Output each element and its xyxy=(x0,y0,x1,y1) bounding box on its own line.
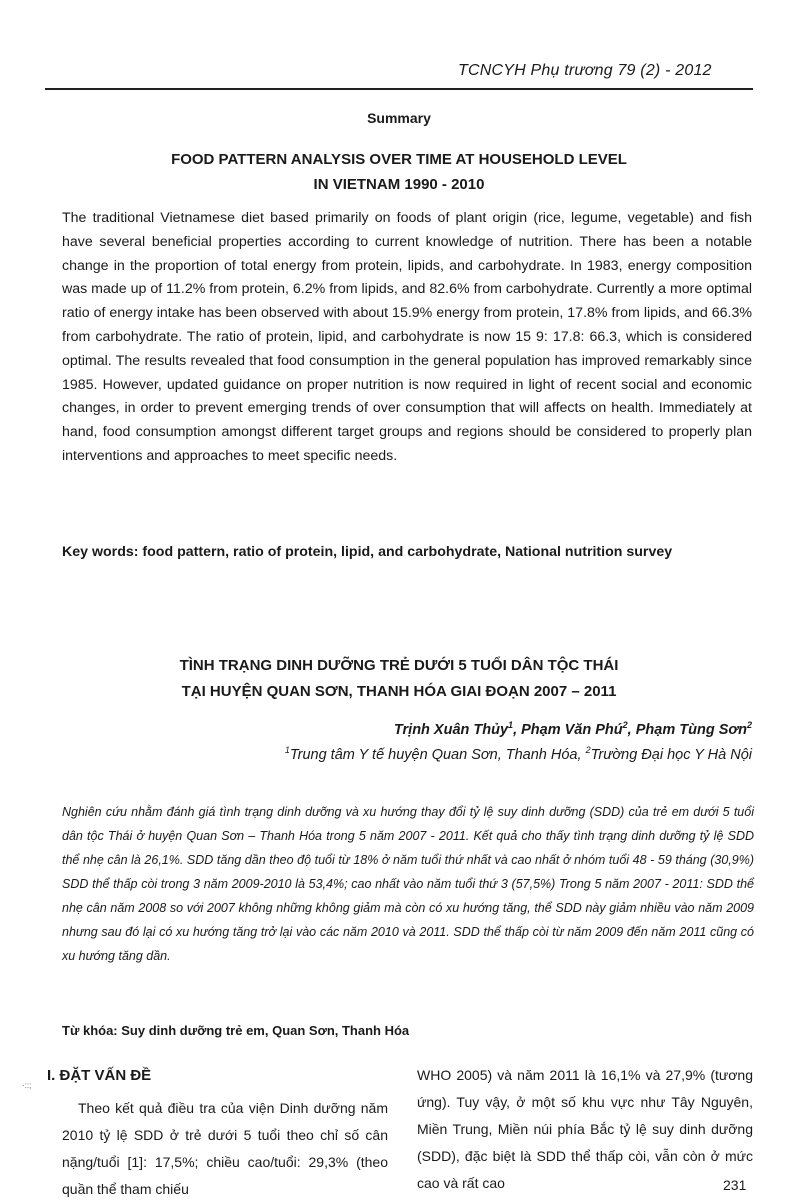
english-title-line1: FOOD PATTERN ANALYSIS OVER TIME AT HOUSEHOLD LEVEL xyxy=(171,151,627,168)
affiliations xyxy=(285,747,752,763)
body-text-right: WHO 2005) và năm 2011 là 16,1% và 27,9% (tương ứng). Tuy vậy, ở một số khu vực như Tây Nguyên, Miền Trung, Miền núi phía Bắc tỷ lệ suy dinh dưỡng (SDD), đặc biệt là SDD thể thấp còi, vẫn còn ở mức cao và rất cao xyxy=(417,1067,753,1191)
vietnamese-keywords: Từ khóa: Suy dinh dưỡng trẻ em, Quan Sơn, Thanh Hóa xyxy=(62,1023,410,1038)
body-text-left: Theo kết quả điều tra của viện Dinh dưỡng năm 2010 tỷ lệ SDD ở trẻ dưới 5 tuổi theo chỉ số cân nặng/tuổi [1]: 17,5%; chiều cao/tuổi: 29,3% (theo quần thể tham chiếu xyxy=(62,1100,388,1197)
english-title xyxy=(0,147,798,197)
section-heading: I. ĐẶT VẤN ĐỀ xyxy=(47,1067,152,1084)
body-column-left xyxy=(62,1095,388,1203)
header-rule xyxy=(45,88,753,90)
affiliation-mark: 1 xyxy=(284,745,290,756)
body-column-right xyxy=(417,1062,753,1197)
author-name: Trịnh Xuân Thủy xyxy=(393,722,509,738)
summary-heading: Summary xyxy=(367,110,431,126)
english-abstract-text: The traditional Vietnamese diet based primarily on foods of plant origin (rice, legume, vegetable) and fish have several beneficial properties according to current knowledge of nutrition. There has been a notable change in the proportion of total energy from protein, lipids, and carbohydrate. In 1983, energy composition was made up of 11.2% from protein, 6.2% from lipids, and 82.6% from carbohydrate. Currently a more optimal ratio of energy intake has been observed with about 15.9% energy from protein, 17.8% from lipids, and 66.3% from carbohydrate. The ratio of protein, lipid, and carbohydrate is now 15 9: 17.8: 66.3, which is considered optimal. The results revealed that food consumption in the general population has improved remarkably since 1985. However, updated guidance on proper nutrition is now required in light of recent social and economic changes, in order to prevent emerging trends of over consumption that will affects on health. Immediately at hand, food consumption amongst different target groups and regions should be considered to properly plan interventions and approaches to meet specific needs. xyxy=(62,210,752,464)
scan-speck: ·::; xyxy=(22,1081,32,1090)
author-affiliation-mark: 1 xyxy=(508,720,514,731)
affiliation-2: Trường Đại học Y Hà Nội xyxy=(590,747,752,763)
affiliation-1: Trung tâm Y tế huyện Quan Sơn, Thanh Hóa, xyxy=(289,747,582,763)
vietnamese-title xyxy=(0,653,798,705)
english-keywords: Key words: food pattern, ratio of protein, lipid, and carbohydrate, National nutrition survey xyxy=(62,544,673,560)
author-list: Trịnh Xuân Thủy$^1$, Phạm Văn Phú$^2$, Phạm Tùng Sơn$^2$ xyxy=(393,720,752,738)
vietnamese-title-line1: TÌNH TRẠNG DINH DƯỠNG TRẺ DƯỚI 5 TUỔI DÂN TỘC THÁI xyxy=(179,657,619,674)
english-abstract xyxy=(62,207,752,469)
author-name: Phạm Văn Phú xyxy=(521,722,623,738)
affiliation-mark: 2 xyxy=(585,745,591,756)
author-affiliation-mark: 2 xyxy=(622,720,628,731)
english-title-line2: IN VIETNAM 1990 - 2010 xyxy=(313,176,485,193)
vietnamese-abstract: Nghiên cứu nhằm đánh giá tình trạng dinh dưỡng và xu hướng thay đổi tỷ lệ suy dinh dưỡng (SDD) của trẻ em dưới 5 tuổi dân tộc Thái ở huyện Quan Sơn – Thanh Hóa trong 5 năm 2007 - 2011. Kết quả cho thấy tình trạng dinh dưỡng tỷ lệ SDD thể nhẹ cân là 26,1%. SDD tăng dần theo độ tuổi từ 18% ở năm tuổi thứ nhất và cao nhất ở nhóm tuổi 48 - 59 tháng (30,9%) SDD thể thấp còi trong 3 năm 2009-2010 là 53,4%; cao nhất vào năm tuổi thứ 3 (57,5%) Trong 5 năm 2007 - 2011: SDD thể nhẹ cân năm 2008 so với 2007 không những không giảm mà còn có xu hướng tăng, thể SDD này giảm nhiều vào năm 2009 nhưng sau đó lại có xu hướng tăng trở lại vào các năm 2010 và 2011. SDD thể thấp còi từ năm 2009 đến năm 2011 cũng có xu hướng tăng dần. xyxy=(62,805,754,963)
journal-header: TCNCYH Phụ trương 79 (2) - 2012 xyxy=(458,62,712,79)
page-number: 231 xyxy=(723,1177,747,1193)
vietnamese-title-line2: TẠI HUYỆN QUAN SƠN, THANH HÓA GIAI ĐOẠN 2007 – 2011 xyxy=(181,683,617,700)
author-name: Phạm Tùng Sơn xyxy=(635,722,747,738)
author-affiliation-mark: 2 xyxy=(746,720,752,731)
